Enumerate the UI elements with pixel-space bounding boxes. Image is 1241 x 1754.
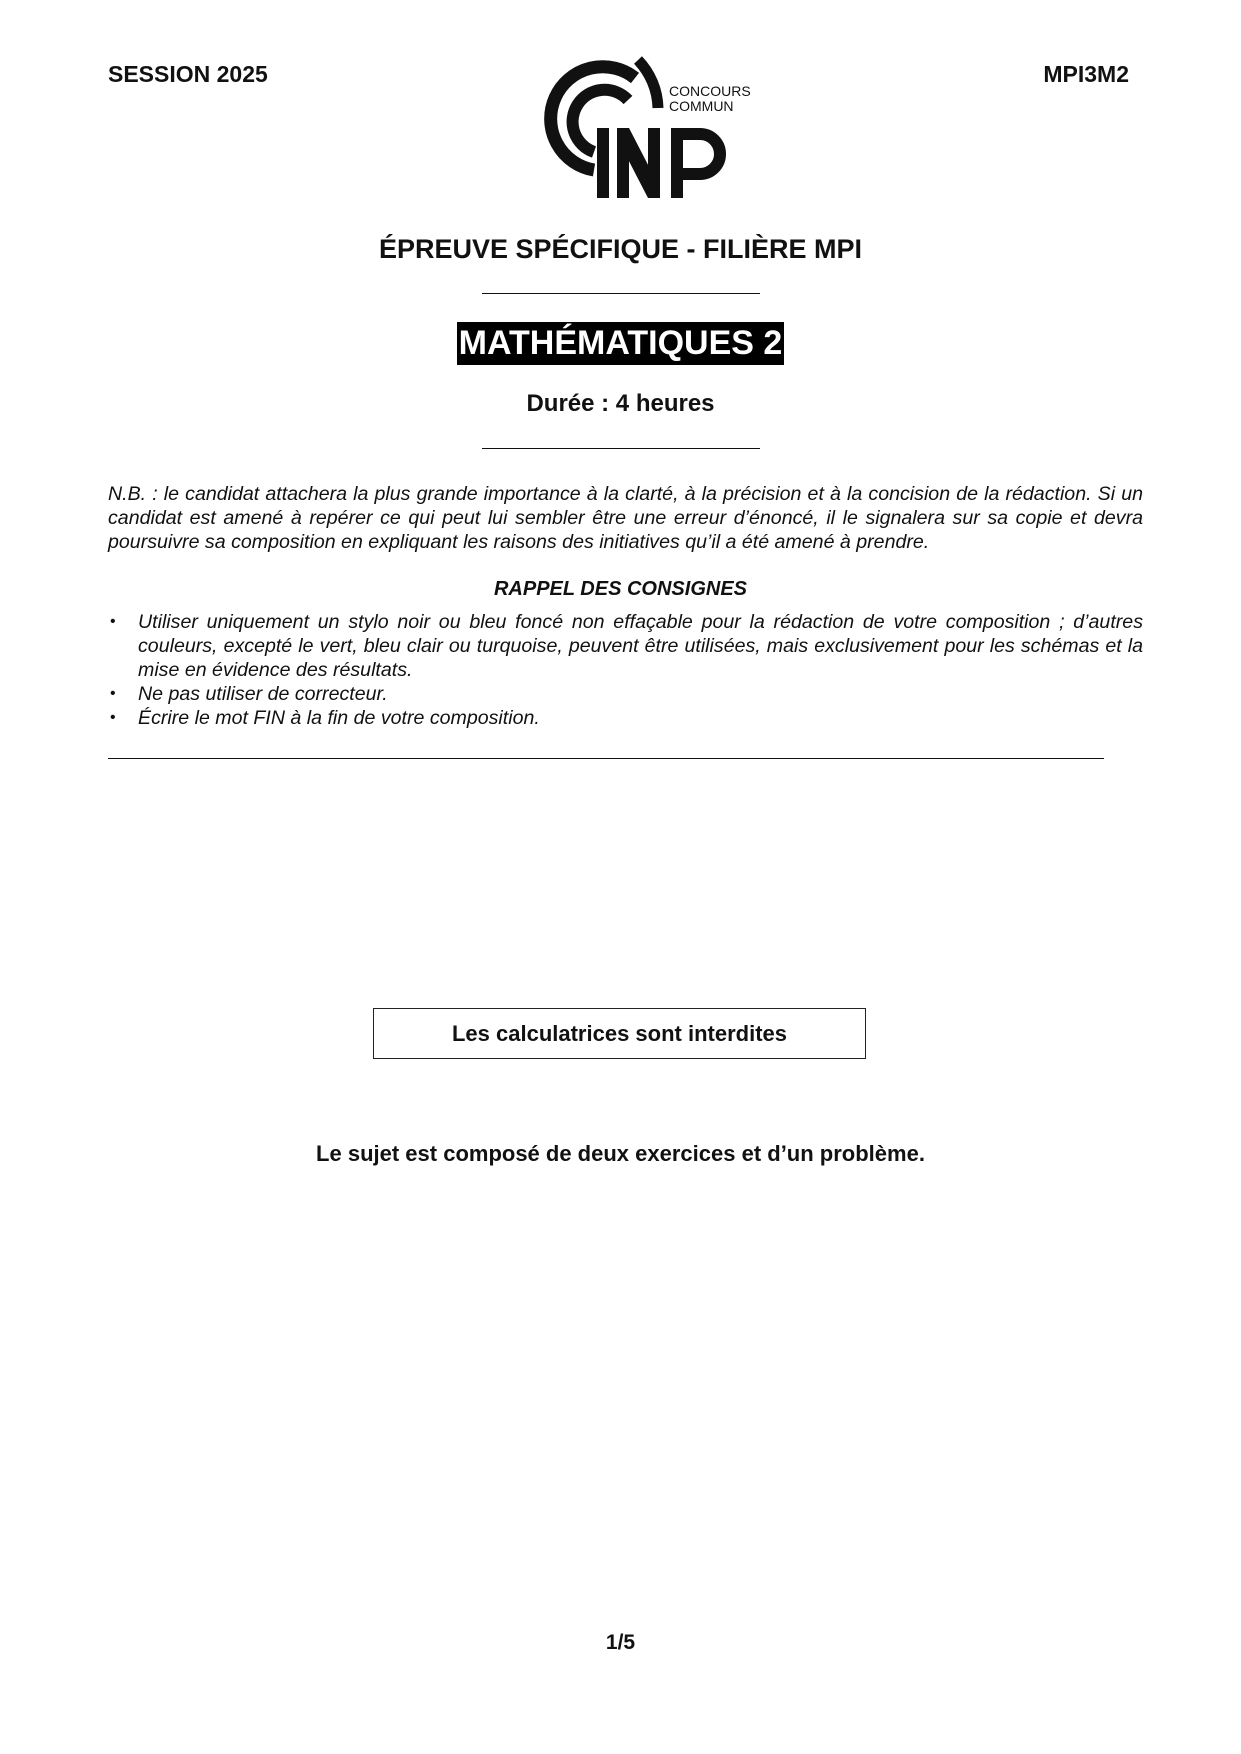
consignes-list — [108, 610, 1143, 730]
epreuve-title: ÉPREUVE SPÉCIFIQUE - FILIÈRE MPI — [378, 234, 863, 264]
bullet-icon: • — [110, 613, 116, 630]
bullet-icon: • — [110, 685, 116, 702]
nb-paragraph: N.B. : le candidat attachera la plus grande importance à la clarté, à la précision et à la concision de la rédaction. Si un candidat est amené à repérer ce qui peut lui sembler être une erreur d’énoncé, il le signalera sur sa copie et devra poursuivre sa composition en expliquant les raisons des initiatives qu’il a été amené à prendre. — [108, 483, 1143, 553]
list-item — [108, 682, 1143, 706]
duree-label: Durée : 4 heures — [526, 390, 715, 417]
consignes-title: RAPPEL DES CONSIGNES — [493, 578, 748, 600]
calculatrices-text: Les calculatrices sont interdites — [451, 1020, 788, 1046]
list-item — [108, 706, 1143, 730]
consigne-text: Écrire le mot FIN à la fin de votre composition. — [138, 707, 540, 729]
divider-long — [108, 758, 1104, 759]
bullet-icon: • — [110, 709, 116, 726]
session-label: SESSION 2025 — [108, 61, 268, 87]
calculatrices-notice — [373, 1008, 866, 1059]
exam-code: MPI3M2 — [1043, 61, 1129, 87]
matiere-title: MATHÉMATIQUES 2 — [457, 322, 785, 365]
sujet-description: Le sujet est composé de deux exercices et d’un problème. — [316, 1141, 925, 1166]
matiere-container — [0, 322, 1241, 365]
consigne-text: Utiliser uniquement un stylo noir ou bleu foncé non effaçable pour la rédaction de votre composition ; d’autres couleurs, excepté le vert, bleu clair ou turquoise, peuvent être utilisées, mais exclusivement pour les schémas et la mise en évidence des résultats. — [138, 611, 1143, 681]
divider-bottom — [482, 448, 760, 449]
logo-text-concours: CONCOURS — [669, 83, 751, 99]
logo-text-commun: COMMUN — [669, 98, 734, 114]
page-number: 1/5 — [605, 1631, 636, 1654]
divider-top — [482, 293, 760, 294]
consigne-text: Ne pas utiliser de correcteur. — [138, 683, 388, 705]
list-item — [108, 610, 1143, 682]
concours-commun-inp-logo — [522, 56, 762, 201]
